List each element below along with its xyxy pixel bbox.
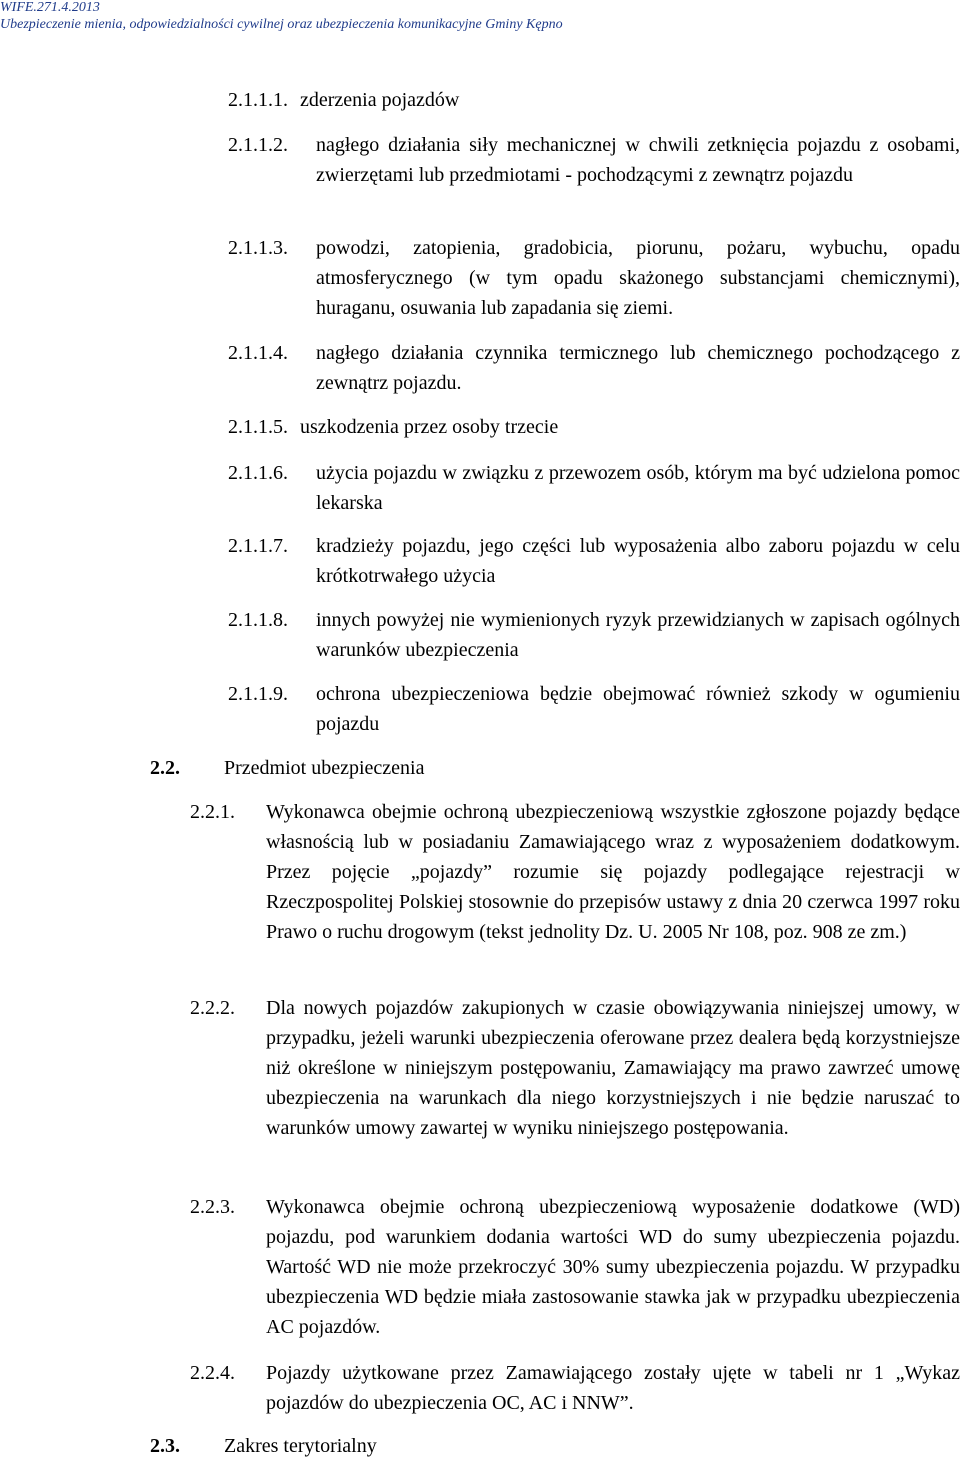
item-text: Wykonawca obejmie ochroną ubezpieczeniową wszystkie zgłoszone pojazdy będące własnością lub w posiadaniu Zamawiającego wraz z wyposażeniem dodatkowym. Przez pojęcie „pojazdy” rozumie się pojazdy podlegające rejestracji w Rzeczpospolitej Polskiej stosownie do przepisów ustawy z dnia 20 czerwca 1997 roku Prawo o ruchu drogowym (tekst jednolity Dz. U. 2005 Nr 108, poz. 908 ze zm.) (266, 801, 960, 943)
item-number: 2.2.3. (190, 1196, 235, 1218)
section-title: Przedmiot ubezpieczenia (224, 757, 425, 779)
item-number: 2.2.1. (190, 801, 235, 823)
item-text: ochrona ubezpieczeniowa będzie obejmować również szkody w ogumieniu pojazdu (316, 683, 960, 735)
item-number: 2.1.1.8. (228, 609, 288, 631)
item-text: użycia pojazdu w związku z przewozem osób, którym ma być udzielona pomoc lekarska (316, 462, 960, 514)
item-text: powodzi, zatopienia, gradobicia, piorunu, pożaru, wybuchu, opadu atmosferycznego (w tym opadu skażonego substancjami chemicznymi), huraganu, osuwania lub zapadania się ziemi. (316, 237, 960, 319)
item-number: 2.1.1.9. (228, 683, 288, 705)
item-number: 2.1.1.5. (228, 416, 288, 438)
section-title: Zakres terytorialny (224, 1435, 377, 1457)
section-heading (150, 1431, 377, 1461)
item-text: Pojazdy użytkowane przez Zamawiającego zostały ujęte w tabeli nr 1 „Wykaz pojazdów do ubezpieczenia OC, AC i NNW”. (266, 1362, 960, 1414)
section-heading (150, 753, 424, 783)
section-number: 2.3. (150, 1435, 180, 1457)
item-number: 2.1.1.7. (228, 535, 288, 557)
item-number: 2.2.2. (190, 997, 235, 1019)
item-number: 2.1.1.4. (228, 342, 288, 364)
item-text: Dla nowych pojazdów zakupionych w czasie obowiązywania niniejszej umowy, w przypadku, jeżeli warunki ubezpieczenia oferowane przez dealera będą korzystniejsze niż określone w niniejszym postępowaniu, Zamawiający ma prawo zawrzeć umowę ubezpieczenia na warunkach dla niego korzystniejszych i nie będzie naruszać to warunków umowy zawartej w wyniku niniejszego postępowania. (266, 997, 960, 1139)
item-number: 2.2.4. (190, 1362, 235, 1384)
item-text: uszkodzenia przez osoby trzecie (300, 416, 559, 438)
section-number: 2.2. (150, 757, 180, 779)
item-number: 2.1.1.1. (228, 89, 288, 111)
item-number: 2.1.1.2. (228, 134, 288, 156)
document-reference: WIFE.271.4.2013 (0, 0, 100, 15)
item-text: innych powyżej nie wymienionych ryzyk przewidzianych w zapisach ogólnych warunków ubezpieczenia (316, 609, 960, 661)
item-text: kradzieży pojazdu, jego części lub wyposażenia albo zaboru pojazdu w celu krótkotrwałego użycia (316, 535, 960, 587)
item-text: nagłego działania czynnika termicznego lub chemicznego pochodzącego z zewnątrz pojazdu. (316, 342, 960, 394)
item-number: 2.1.1.6. (228, 462, 288, 484)
item-text: Wykonawca obejmie ochroną ubezpieczeniową wyposażenie dodatkowe (WD) pojazdu, pod warunkiem dodania wartości WD do sumy ubezpieczenia pojazdu. Wartość WD nie może przekroczyć 30% sumy ubezpieczenia pojazdu. W przypadku ubezpieczenia WD będzie miała zastosowanie stawka jak w przypadku ubezpieczenia AC pojazdów. (266, 1196, 960, 1338)
item-text: nagłego działania siły mechanicznej w chwili zetknięcia pojazdu z osobami, zwierzętami lub przedmiotami - pochodzącymi z zewnątrz pojazdu (316, 134, 960, 186)
document-title: Ubezpieczenie mienia, odpowiedzialności cywilnej oraz ubezpieczenia komunikacyjne Gminy Kępno (0, 17, 563, 32)
item-number: 2.1.1.3. (228, 237, 288, 259)
item-text: zderzenia pojazdów (300, 89, 460, 111)
